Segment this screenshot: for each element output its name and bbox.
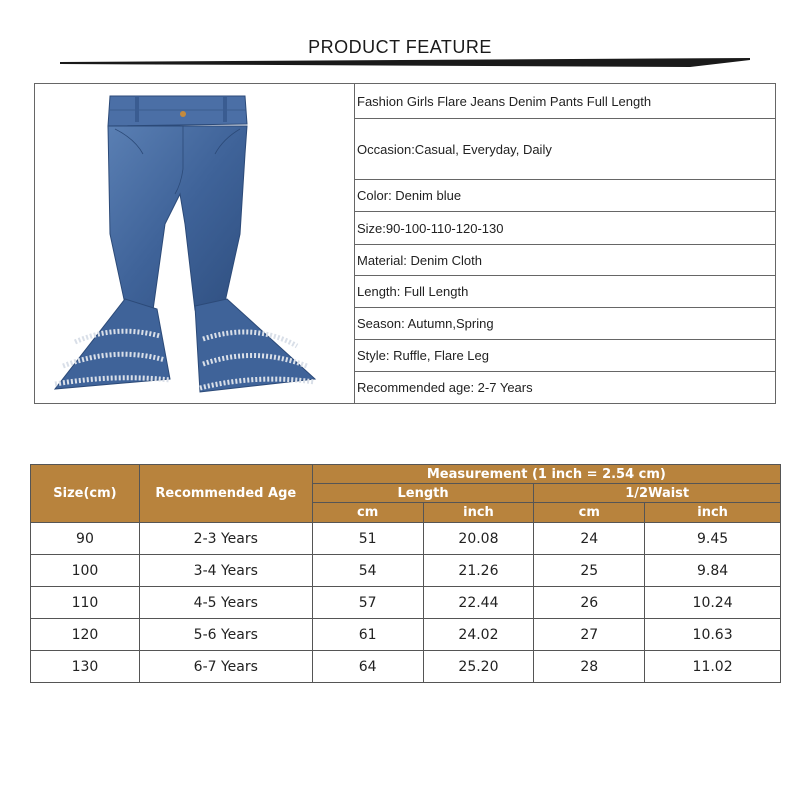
waist-header: 1/2Waist bbox=[534, 484, 781, 503]
cell-waist-inch: 9.84 bbox=[645, 555, 781, 587]
feature-size: Size:90-100-110-120-130 bbox=[355, 212, 775, 245]
product-feature-box bbox=[34, 83, 776, 404]
cell-length-inch: 22.44 bbox=[423, 587, 534, 619]
product-image bbox=[35, 84, 355, 403]
cell-length-inch: 24.02 bbox=[423, 619, 534, 651]
feature-material: Material: Denim Cloth bbox=[355, 245, 775, 276]
cell-waist-inch: 10.24 bbox=[645, 587, 781, 619]
feature-recommended-age: Recommended age: 2-7 Years bbox=[357, 380, 533, 395]
title-underline bbox=[60, 58, 750, 68]
cell-length-cm: 61 bbox=[312, 619, 423, 651]
cell-size: 90 bbox=[31, 523, 140, 555]
cell-waist-inch: 11.02 bbox=[645, 651, 781, 683]
cell-age: 5-6 Years bbox=[139, 619, 312, 651]
table-row bbox=[31, 523, 781, 555]
cell-age: 6-7 Years bbox=[139, 651, 312, 683]
feature-style: Style: Ruffle, Flare Leg bbox=[355, 340, 775, 372]
cell-length-inch: 20.08 bbox=[423, 523, 534, 555]
cell-waist-inch: 9.45 bbox=[645, 523, 781, 555]
feature-occasion: Occasion:Casual, Everyday, Daily bbox=[355, 119, 775, 180]
feature-color: Color: Denim blue bbox=[355, 180, 775, 212]
cell-waist-cm: 27 bbox=[534, 619, 645, 651]
cell-length-cm: 64 bbox=[312, 651, 423, 683]
cell-waist-cm: 25 bbox=[534, 555, 645, 587]
page-title: PRODUCT FEATURE bbox=[308, 37, 492, 57]
col-age-header: Recommended Age bbox=[139, 465, 312, 523]
cell-waist-cm: 26 bbox=[534, 587, 645, 619]
waist-inch-header: inch bbox=[645, 503, 781, 523]
cell-age: 3-4 Years bbox=[139, 555, 312, 587]
cell-length-cm: 57 bbox=[312, 587, 423, 619]
cell-size: 100 bbox=[31, 555, 140, 587]
cell-length-cm: 54 bbox=[312, 555, 423, 587]
feature-title: Fashion Girls Flare Jeans Denim Pants Full Length bbox=[355, 84, 775, 119]
feature-season: Season: Autumn,Spring bbox=[355, 308, 775, 340]
cell-size: 120 bbox=[31, 619, 140, 651]
table-row bbox=[31, 619, 781, 651]
flare-jeans-image bbox=[35, 84, 355, 403]
cell-waist-inch: 10.63 bbox=[645, 619, 781, 651]
cell-length-inch: 25.20 bbox=[423, 651, 534, 683]
cell-size: 130 bbox=[31, 651, 140, 683]
cell-age: 2-3 Years bbox=[139, 523, 312, 555]
waist-cm-header: cm bbox=[534, 503, 645, 523]
table-row bbox=[31, 587, 781, 619]
cell-waist-cm: 28 bbox=[534, 651, 645, 683]
length-header: Length bbox=[312, 484, 534, 503]
cell-length-inch: 21.26 bbox=[423, 555, 534, 587]
feature-list bbox=[355, 84, 775, 403]
cell-size: 110 bbox=[31, 587, 140, 619]
cell-waist-cm: 24 bbox=[534, 523, 645, 555]
cell-length-cm: 51 bbox=[312, 523, 423, 555]
measurement-header: Measurement (1 inch = 2.54 cm) bbox=[312, 465, 780, 484]
table-row bbox=[31, 651, 781, 683]
length-inch-header: inch bbox=[423, 503, 534, 523]
feature-length: Length: Full Length bbox=[355, 276, 775, 308]
table-row bbox=[31, 555, 781, 587]
cell-age: 4-5 Years bbox=[139, 587, 312, 619]
col-size-header: Size(cm) bbox=[31, 465, 140, 523]
length-cm-header: cm bbox=[312, 503, 423, 523]
size-chart-table bbox=[30, 464, 781, 683]
